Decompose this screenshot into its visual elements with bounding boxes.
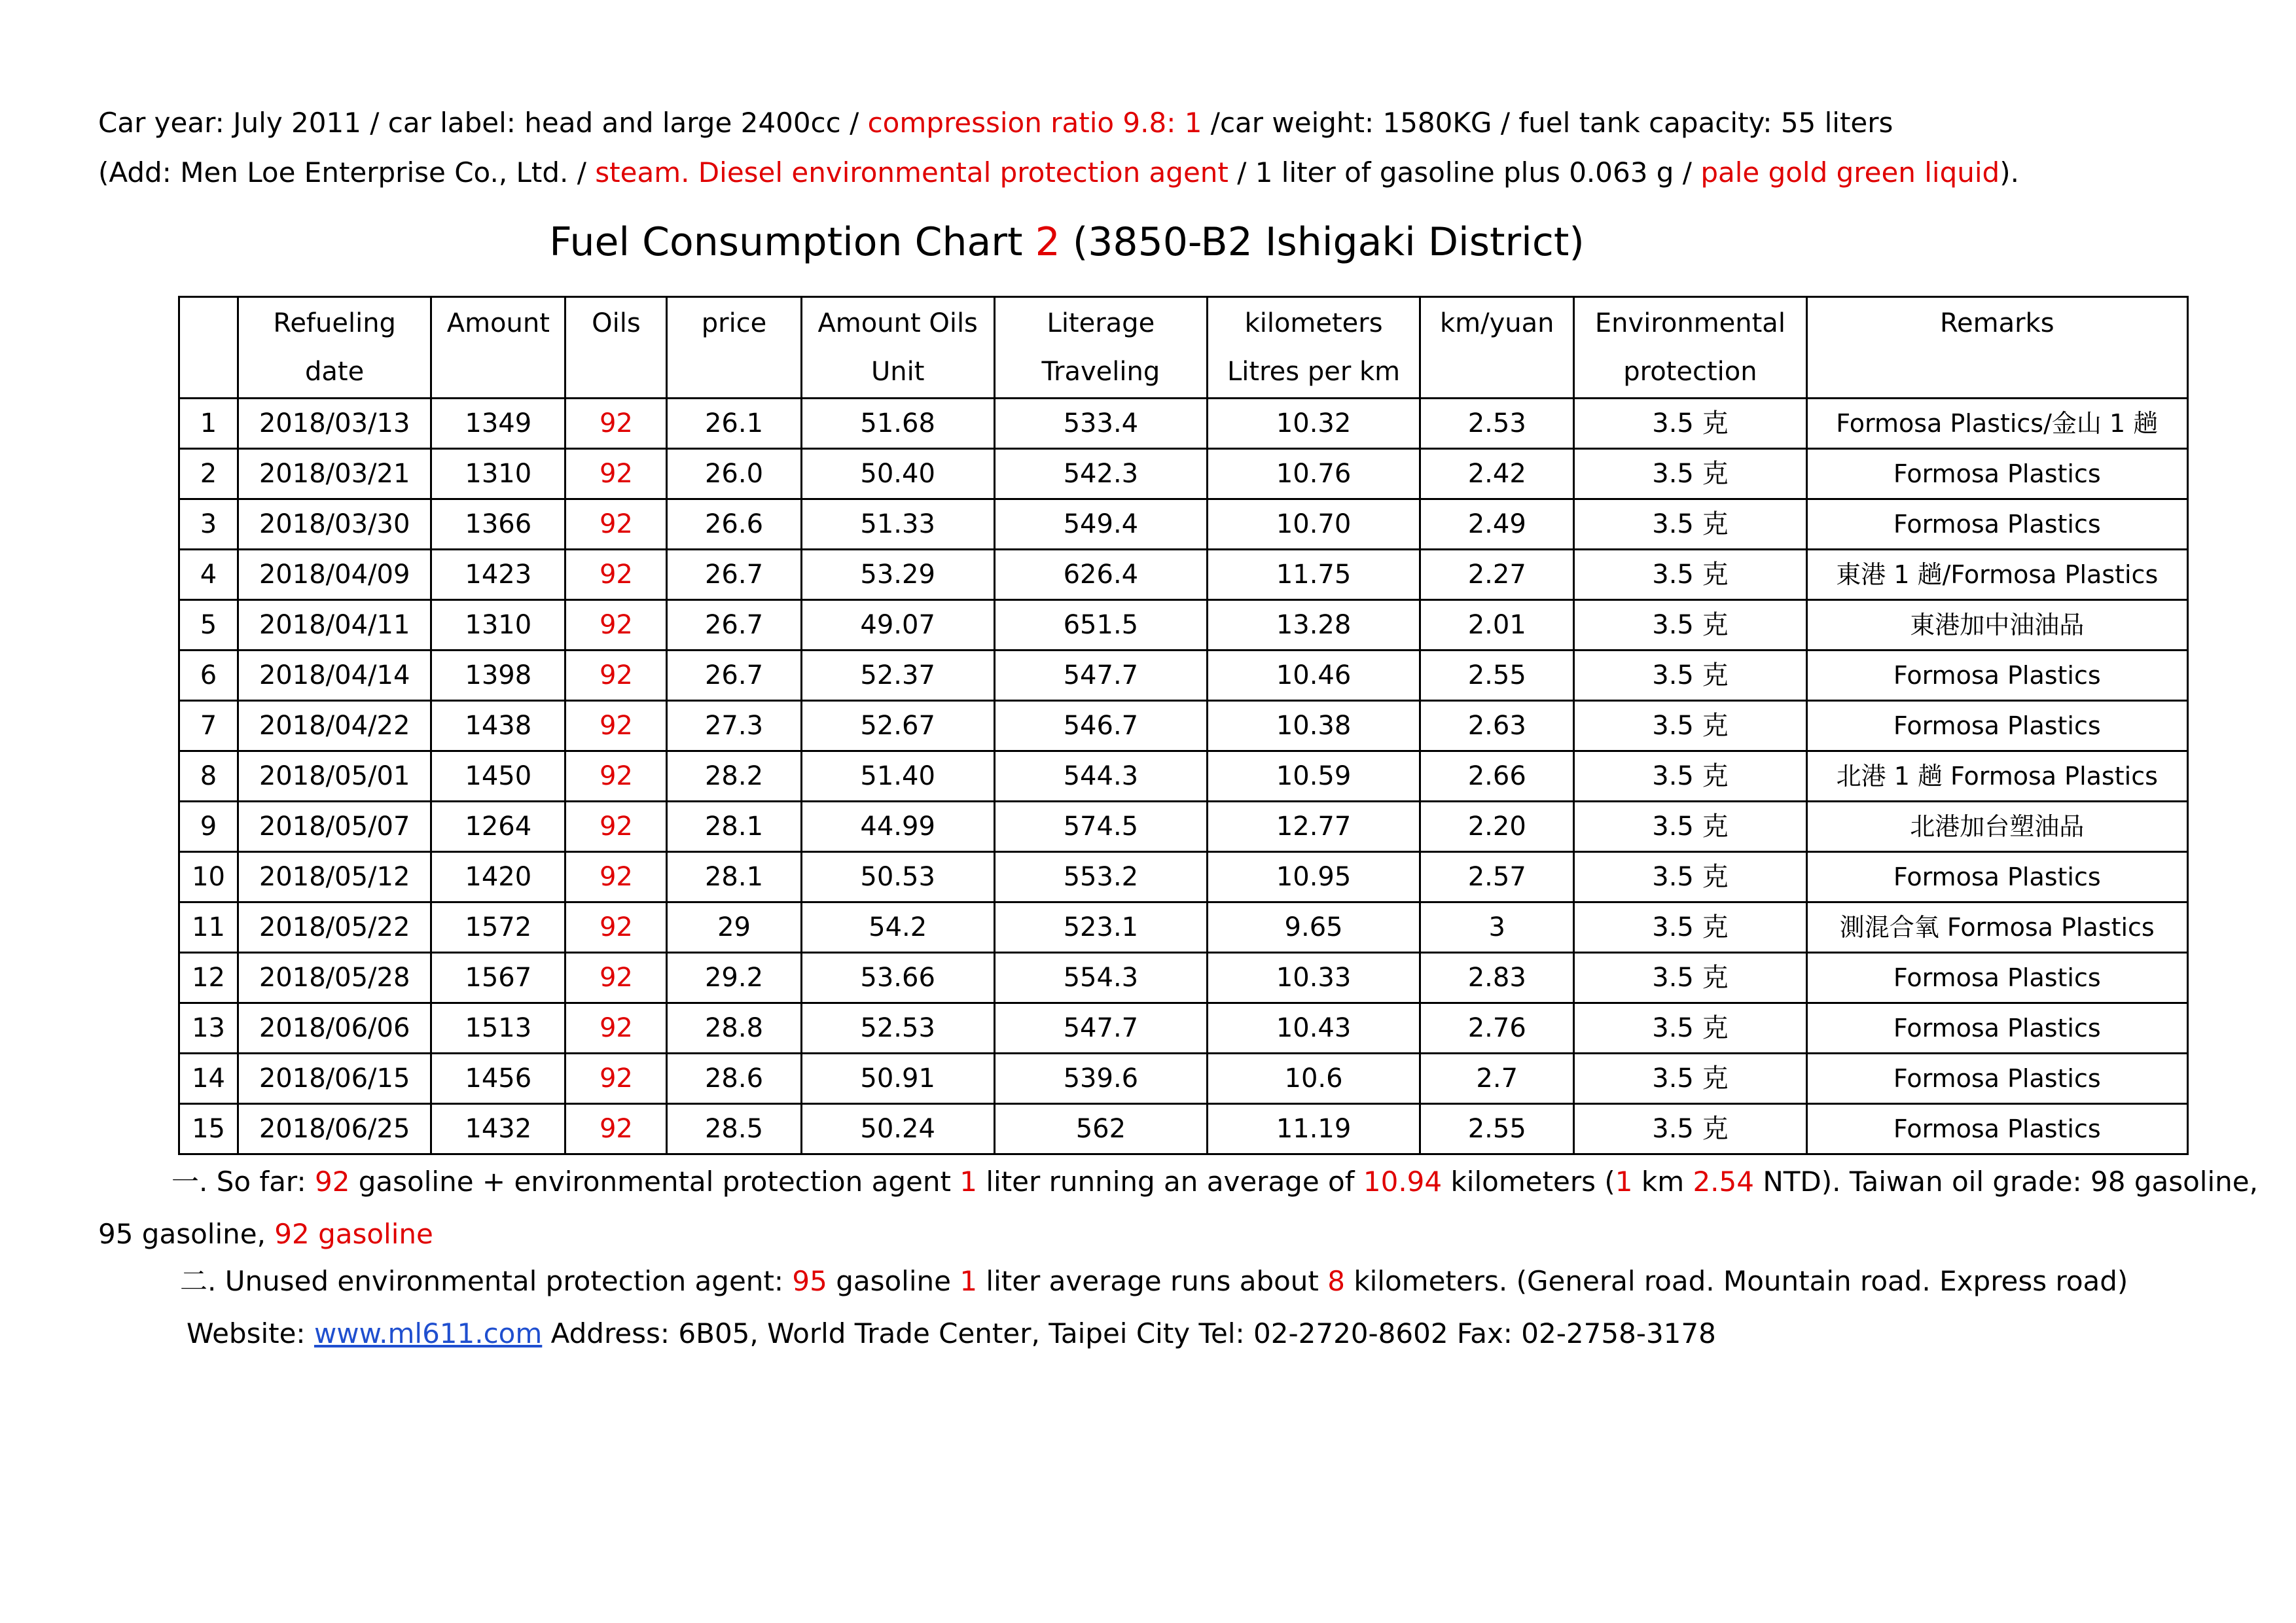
table-cell: 12 bbox=[179, 953, 238, 1003]
table-row bbox=[179, 399, 2188, 449]
highlighted-text: steam. Diesel environmental protection agent bbox=[595, 156, 1229, 188]
column-header-text: Remarks bbox=[1940, 308, 2054, 338]
text-segment: liter running an average of bbox=[977, 1166, 1363, 1198]
table-cell: 1572 bbox=[431, 902, 565, 953]
table-cell: 44.99 bbox=[801, 802, 994, 852]
remarks-cell: 東港 1 趟/Formosa Plastics bbox=[1806, 550, 2187, 600]
additive-info-line bbox=[98, 154, 2019, 191]
table-cell: 92 bbox=[565, 550, 667, 600]
table-cell: 2.63 bbox=[1420, 701, 1574, 751]
table-cell: 52.67 bbox=[801, 701, 994, 751]
column-header-text: Amount Oils bbox=[817, 308, 978, 338]
table-cell: 10.70 bbox=[1207, 499, 1420, 550]
table-cell: 92 bbox=[565, 751, 667, 802]
table-cell: 1310 bbox=[431, 600, 565, 651]
table-cell: 54.2 bbox=[801, 902, 994, 953]
remarks-cell: Formosa Plastics/金山 1 趟 bbox=[1806, 399, 2187, 449]
table-cell: 2.66 bbox=[1420, 751, 1574, 802]
table-cell: 549.4 bbox=[994, 499, 1207, 550]
highlighted-text: 95 bbox=[792, 1265, 827, 1297]
table-cell: 28.6 bbox=[667, 1054, 801, 1104]
page-title bbox=[0, 216, 2134, 268]
table-cell: 2.53 bbox=[1420, 399, 1574, 449]
remarks-cell: Formosa Plastics bbox=[1806, 953, 2187, 1003]
table-row bbox=[179, 550, 2188, 600]
remarks-cell: Formosa Plastics bbox=[1806, 449, 2187, 499]
table-cell: 53.29 bbox=[801, 550, 994, 600]
table-cell: 2.76 bbox=[1420, 1003, 1574, 1054]
table-cell: 10.59 bbox=[1207, 751, 1420, 802]
column-header bbox=[667, 297, 801, 399]
table-row bbox=[179, 1003, 2188, 1054]
table-cell: 13 bbox=[179, 1003, 238, 1054]
text-segment: ). bbox=[2000, 156, 2019, 188]
table-cell: 2018/06/25 bbox=[238, 1104, 431, 1154]
table-header-row bbox=[179, 297, 2188, 399]
text-segment: gasoline bbox=[827, 1265, 960, 1297]
column-header-text: Litres per km bbox=[1227, 357, 1401, 387]
text-segment: 一. So far: bbox=[171, 1166, 315, 1198]
summary-note-2 bbox=[180, 1263, 2128, 1300]
table-cell: 1513 bbox=[431, 1003, 565, 1054]
table-cell: 50.24 bbox=[801, 1104, 994, 1154]
table-cell: 544.3 bbox=[994, 751, 1207, 802]
table-cell: 2.7 bbox=[1420, 1054, 1574, 1104]
table-cell: 574.5 bbox=[994, 802, 1207, 852]
table-cell: 2018/06/06 bbox=[238, 1003, 431, 1054]
text-segment: (3850-B2 Ishigaki District) bbox=[1060, 219, 1585, 265]
table-cell: 2018/05/22 bbox=[238, 902, 431, 953]
column-header-text: Amount bbox=[446, 308, 550, 338]
remarks-cell: Formosa Plastics bbox=[1806, 651, 2187, 701]
table-cell: 26.6 bbox=[667, 499, 801, 550]
table-cell: 3.5 克 bbox=[1574, 1104, 1806, 1154]
fuel-consumption-table bbox=[178, 296, 2189, 1155]
table-cell: 10.95 bbox=[1207, 852, 1420, 902]
column-header-text: price bbox=[701, 308, 767, 338]
highlighted-text: 8 bbox=[1327, 1265, 1345, 1297]
table-cell: 92 bbox=[565, 852, 667, 902]
table-row bbox=[179, 651, 2188, 701]
column-header bbox=[565, 297, 667, 399]
table-cell: 2.20 bbox=[1420, 802, 1574, 852]
table-cell: 2.55 bbox=[1420, 1104, 1574, 1154]
table-cell: 92 bbox=[565, 449, 667, 499]
text-segment: km bbox=[1632, 1166, 1693, 1198]
table-cell: 1438 bbox=[431, 701, 565, 751]
table-cell: 651.5 bbox=[994, 600, 1207, 651]
table-cell: 3.5 克 bbox=[1574, 449, 1806, 499]
table-cell: 92 bbox=[565, 953, 667, 1003]
table-cell: 49.07 bbox=[801, 600, 994, 651]
table-cell: 12.77 bbox=[1207, 802, 1420, 852]
table-cell: 26.1 bbox=[667, 399, 801, 449]
table-cell: 50.40 bbox=[801, 449, 994, 499]
text-segment: kilometers ( bbox=[1442, 1166, 1615, 1198]
table-cell: 1 bbox=[179, 399, 238, 449]
table-cell: 28.2 bbox=[667, 751, 801, 802]
column-header-text: km/yuan bbox=[1439, 308, 1554, 338]
table-row bbox=[179, 1054, 2188, 1104]
highlighted-text: 1 bbox=[1615, 1166, 1633, 1198]
column-header bbox=[431, 297, 565, 399]
table-cell: 2.42 bbox=[1420, 449, 1574, 499]
summary-note-1-continued bbox=[98, 1216, 433, 1253]
table-cell: 28.5 bbox=[667, 1104, 801, 1154]
table-cell: 3.5 克 bbox=[1574, 751, 1806, 802]
table-cell: 1423 bbox=[431, 550, 565, 600]
table-cell: 2.83 bbox=[1420, 953, 1574, 1003]
table-cell: 2.57 bbox=[1420, 852, 1574, 902]
column-header bbox=[1207, 297, 1420, 399]
table-cell: 2018/04/22 bbox=[238, 701, 431, 751]
table-row bbox=[179, 953, 2188, 1003]
table-row bbox=[179, 852, 2188, 902]
table-cell: 2018/03/13 bbox=[238, 399, 431, 449]
table-cell: 92 bbox=[565, 651, 667, 701]
table-cell: 2018/05/12 bbox=[238, 852, 431, 902]
table-cell: 523.1 bbox=[994, 902, 1207, 953]
text-segment: 二. Unused environmental protection agent: bbox=[180, 1265, 793, 1297]
remarks-cell: 測混合氧 Formosa Plastics bbox=[1806, 902, 2187, 953]
remarks-cell: Formosa Plastics bbox=[1806, 1104, 2187, 1154]
table-cell: 8 bbox=[179, 751, 238, 802]
contact-details: Address: 6B05, World Trade Center, Taipei City Tel: 02-2720-8602 Fax: 02-2758-3178 bbox=[542, 1317, 1716, 1349]
remarks-cell: Formosa Plastics bbox=[1806, 701, 2187, 751]
text-segment: (Add: Men Loe Enterprise Co., Ltd. / bbox=[98, 156, 596, 188]
highlighted-text: 10.94 bbox=[1363, 1166, 1443, 1198]
table-cell: 27.3 bbox=[667, 701, 801, 751]
table-cell: 92 bbox=[565, 1104, 667, 1154]
table-cell: 53.66 bbox=[801, 953, 994, 1003]
highlighted-text: 1 bbox=[960, 1166, 977, 1198]
table-cell: 28.1 bbox=[667, 802, 801, 852]
table-cell: 2.27 bbox=[1420, 550, 1574, 600]
remarks-cell: Formosa Plastics bbox=[1806, 499, 2187, 550]
table-cell: 2.01 bbox=[1420, 600, 1574, 651]
table-cell: 10.46 bbox=[1207, 651, 1420, 701]
table-cell: 1450 bbox=[431, 751, 565, 802]
table-cell: 1310 bbox=[431, 449, 565, 499]
column-header-text: Unit bbox=[870, 357, 925, 387]
table-cell: 10 bbox=[179, 852, 238, 902]
table-cell: 52.37 bbox=[801, 651, 994, 701]
table-cell: 1264 bbox=[431, 802, 565, 852]
remarks-cell: 東港加中油油品 bbox=[1806, 600, 2187, 651]
table-cell: 3 bbox=[1420, 902, 1574, 953]
table-cell: 11.75 bbox=[1207, 550, 1420, 600]
text-segment: gasoline + environmental protection agent bbox=[350, 1166, 960, 1198]
table-cell: 92 bbox=[565, 802, 667, 852]
table-cell: 1567 bbox=[431, 953, 565, 1003]
column-header-text: Environmental bbox=[1594, 308, 1785, 338]
text-segment: Car year: July 2011 / car label: head and large 2400cc / bbox=[98, 107, 868, 139]
table-cell: 92 bbox=[565, 902, 667, 953]
table-cell: 539.6 bbox=[994, 1054, 1207, 1104]
table-cell: 1420 bbox=[431, 852, 565, 902]
table-cell: 92 bbox=[565, 1054, 667, 1104]
table-cell: 92 bbox=[565, 701, 667, 751]
remarks-cell: Formosa Plastics bbox=[1806, 852, 2187, 902]
summary-note-1 bbox=[171, 1164, 2258, 1200]
highlighted-text: 92 gasoline bbox=[274, 1218, 433, 1250]
table-row bbox=[179, 449, 2188, 499]
table-cell: 2018/04/11 bbox=[238, 600, 431, 651]
table-cell: 3.5 克 bbox=[1574, 902, 1806, 953]
table-row bbox=[179, 802, 2188, 852]
table-cell: 7 bbox=[179, 701, 238, 751]
table-cell: 14 bbox=[179, 1054, 238, 1104]
table-cell: 29.2 bbox=[667, 953, 801, 1003]
table-cell: 2018/05/01 bbox=[238, 751, 431, 802]
table-cell: 3.5 克 bbox=[1574, 600, 1806, 651]
table-cell: 626.4 bbox=[994, 550, 1207, 600]
highlighted-text: 92 bbox=[314, 1166, 350, 1198]
table-cell: 1398 bbox=[431, 651, 565, 701]
table-cell: 547.7 bbox=[994, 651, 1207, 701]
table-cell: 547.7 bbox=[994, 1003, 1207, 1054]
table-cell: 92 bbox=[565, 1003, 667, 1054]
table-cell: 2018/04/14 bbox=[238, 651, 431, 701]
remarks-cell: Formosa Plastics bbox=[1806, 1054, 2187, 1104]
table-row bbox=[179, 499, 2188, 550]
table-cell: 10.6 bbox=[1207, 1054, 1420, 1104]
table-cell: 553.2 bbox=[994, 852, 1207, 902]
table-cell: 3.5 克 bbox=[1574, 399, 1806, 449]
column-header-text: date bbox=[305, 357, 365, 387]
table-cell: 2018/05/28 bbox=[238, 953, 431, 1003]
table-cell: 26.7 bbox=[667, 550, 801, 600]
remarks-cell: 北港加台塑油品 bbox=[1806, 802, 2187, 852]
column-header-text: Refueling bbox=[273, 308, 396, 338]
text-segment: 95 gasoline, bbox=[98, 1218, 275, 1250]
table-cell: 26.7 bbox=[667, 600, 801, 651]
table-cell: 5 bbox=[179, 600, 238, 651]
text-segment: kilometers. (General road. Mountain road. Express road) bbox=[1344, 1265, 2128, 1297]
highlighted-text: 1 bbox=[960, 1265, 978, 1297]
table-cell: 52.53 bbox=[801, 1003, 994, 1054]
table-cell: 11.19 bbox=[1207, 1104, 1420, 1154]
table-cell: 10.38 bbox=[1207, 701, 1420, 751]
table-cell: 92 bbox=[565, 600, 667, 651]
table-cell: 3.5 克 bbox=[1574, 1003, 1806, 1054]
column-header-text: Literage bbox=[1047, 308, 1155, 338]
highlighted-text: 2.54 bbox=[1693, 1166, 1754, 1198]
column-header bbox=[179, 297, 238, 399]
table-cell: 92 bbox=[565, 399, 667, 449]
table-row bbox=[179, 902, 2188, 953]
table-cell: 3.5 克 bbox=[1574, 1054, 1806, 1104]
table-cell: 2018/04/09 bbox=[238, 550, 431, 600]
table-cell: 29 bbox=[667, 902, 801, 953]
text-segment: NTD). Taiwan oil grade: 98 gasoline, bbox=[1753, 1166, 2258, 1198]
table-cell: 1366 bbox=[431, 499, 565, 550]
table-cell: 10.32 bbox=[1207, 399, 1420, 449]
contact-line bbox=[187, 1315, 1716, 1352]
table-cell: 10.43 bbox=[1207, 1003, 1420, 1054]
table-cell: 26.7 bbox=[667, 651, 801, 701]
table-cell: 1456 bbox=[431, 1054, 565, 1104]
table-cell: 3.5 克 bbox=[1574, 550, 1806, 600]
column-header bbox=[1574, 297, 1806, 399]
table-cell: 13.28 bbox=[1207, 600, 1420, 651]
table-row bbox=[179, 600, 2188, 651]
website-label: Website: bbox=[187, 1317, 314, 1349]
table-row bbox=[179, 751, 2188, 802]
table-cell: 6 bbox=[179, 651, 238, 701]
table-cell: 28.8 bbox=[667, 1003, 801, 1054]
table-cell: 562 bbox=[994, 1104, 1207, 1154]
website-link[interactable]: www.ml611.com bbox=[314, 1317, 543, 1349]
table-cell: 2 bbox=[179, 449, 238, 499]
column-header bbox=[994, 297, 1207, 399]
table-cell: 3.5 克 bbox=[1574, 651, 1806, 701]
column-header-text: Traveling bbox=[1041, 357, 1160, 387]
table-cell: 3.5 克 bbox=[1574, 852, 1806, 902]
remarks-cell: Formosa Plastics bbox=[1806, 1003, 2187, 1054]
table-cell: 3.5 克 bbox=[1574, 701, 1806, 751]
column-header bbox=[1806, 297, 2187, 399]
highlighted-text: 2 bbox=[1035, 219, 1060, 265]
table-cell: 2018/03/21 bbox=[238, 449, 431, 499]
table-cell: 10.33 bbox=[1207, 953, 1420, 1003]
table-cell: 15 bbox=[179, 1104, 238, 1154]
table-cell: 9 bbox=[179, 802, 238, 852]
table-cell: 10.76 bbox=[1207, 449, 1420, 499]
table-cell: 554.3 bbox=[994, 953, 1207, 1003]
table-cell: 51.33 bbox=[801, 499, 994, 550]
remarks-cell: 北港 1 趟 Formosa Plastics bbox=[1806, 751, 2187, 802]
table-cell: 2.55 bbox=[1420, 651, 1574, 701]
table-cell: 533.4 bbox=[994, 399, 1207, 449]
column-header bbox=[238, 297, 431, 399]
table-cell: 26.0 bbox=[667, 449, 801, 499]
column-header bbox=[801, 297, 994, 399]
table-cell: 28.1 bbox=[667, 852, 801, 902]
table-cell: 3.5 克 bbox=[1574, 953, 1806, 1003]
table-cell: 50.91 bbox=[801, 1054, 994, 1104]
table-cell: 2.49 bbox=[1420, 499, 1574, 550]
table-cell: 3 bbox=[179, 499, 238, 550]
table-cell: 51.40 bbox=[801, 751, 994, 802]
column-header-text: kilometers bbox=[1244, 308, 1383, 338]
table-cell: 1432 bbox=[431, 1104, 565, 1154]
text-segment: liter average runs about bbox=[977, 1265, 1328, 1297]
table-cell: 542.3 bbox=[994, 449, 1207, 499]
table-cell: 4 bbox=[179, 550, 238, 600]
table-cell: 50.53 bbox=[801, 852, 994, 902]
table-cell: 3.5 克 bbox=[1574, 499, 1806, 550]
table-cell: 9.65 bbox=[1207, 902, 1420, 953]
table-cell: 51.68 bbox=[801, 399, 994, 449]
table-cell: 1349 bbox=[431, 399, 565, 449]
table-row bbox=[179, 701, 2188, 751]
text-segment: Fuel Consumption Chart bbox=[549, 219, 1035, 265]
highlighted-text: compression ratio 9.8: 1 bbox=[867, 107, 1202, 139]
table-cell: 92 bbox=[565, 499, 667, 550]
table-cell: 2018/05/07 bbox=[238, 802, 431, 852]
table-cell: 2018/03/30 bbox=[238, 499, 431, 550]
column-header-text: Oils bbox=[592, 308, 641, 338]
table-cell: 3.5 克 bbox=[1574, 802, 1806, 852]
vehicle-info-line bbox=[98, 105, 1893, 141]
table-cell: 2018/06/15 bbox=[238, 1054, 431, 1104]
table-cell: 546.7 bbox=[994, 701, 1207, 751]
column-header-text: protection bbox=[1623, 357, 1757, 387]
text-segment: /car weight: 1580KG / fuel tank capacity: 55 liters bbox=[1202, 107, 1893, 139]
table-row bbox=[179, 1104, 2188, 1154]
text-segment: / 1 liter of gasoline plus 0.063 g / bbox=[1228, 156, 1701, 188]
column-header bbox=[1420, 297, 1574, 399]
table-cell: 11 bbox=[179, 902, 238, 953]
highlighted-text: pale gold green liquid bbox=[1700, 156, 2000, 188]
